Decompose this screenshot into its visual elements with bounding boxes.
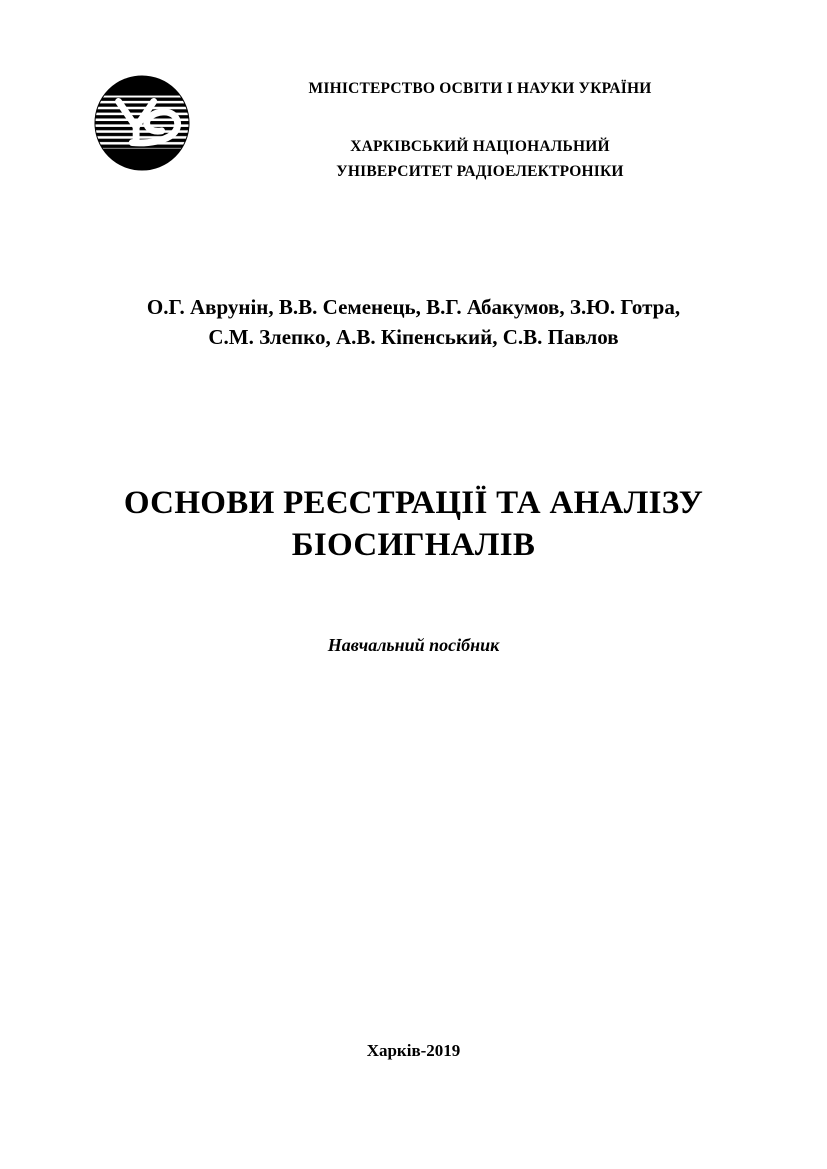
university-emblem-icon <box>93 74 191 172</box>
authors-line1: О.Г. Аврунін, В.В. Семенець, В.Г. Абакумов, З.Ю. Готра, <box>146 295 681 319</box>
book-title-line1: ОСНОВИ РЕЄСТРАЦІЇ ТА АНАЛІЗУ <box>123 485 704 521</box>
authors-list <box>0 292 827 352</box>
ministry-name: МІНІСТЕРСТВО ОСВІТИ І НАУКИ УКРАЇНИ <box>308 80 652 97</box>
book-subtitle: Навчальний посібник <box>327 635 500 655</box>
book-title <box>0 482 827 566</box>
authors-line2: С.М. Злепко, А.В. Кіпенський, С.В. Павлов <box>208 325 619 349</box>
book-title-line2: БІОСИГНАЛІВ <box>291 527 536 563</box>
university-name-line1: ХАРКІВСЬКИЙ НАЦІОНАЛЬНИЙ <box>350 138 610 155</box>
university-name <box>230 134 730 184</box>
university-name-line2: УНІВЕРСИТЕТ РАДІОЕЛЕКТРОНІКИ <box>336 163 624 180</box>
place-and-year: Харків-2019 <box>366 1041 461 1060</box>
emblem-graphic <box>93 74 191 172</box>
